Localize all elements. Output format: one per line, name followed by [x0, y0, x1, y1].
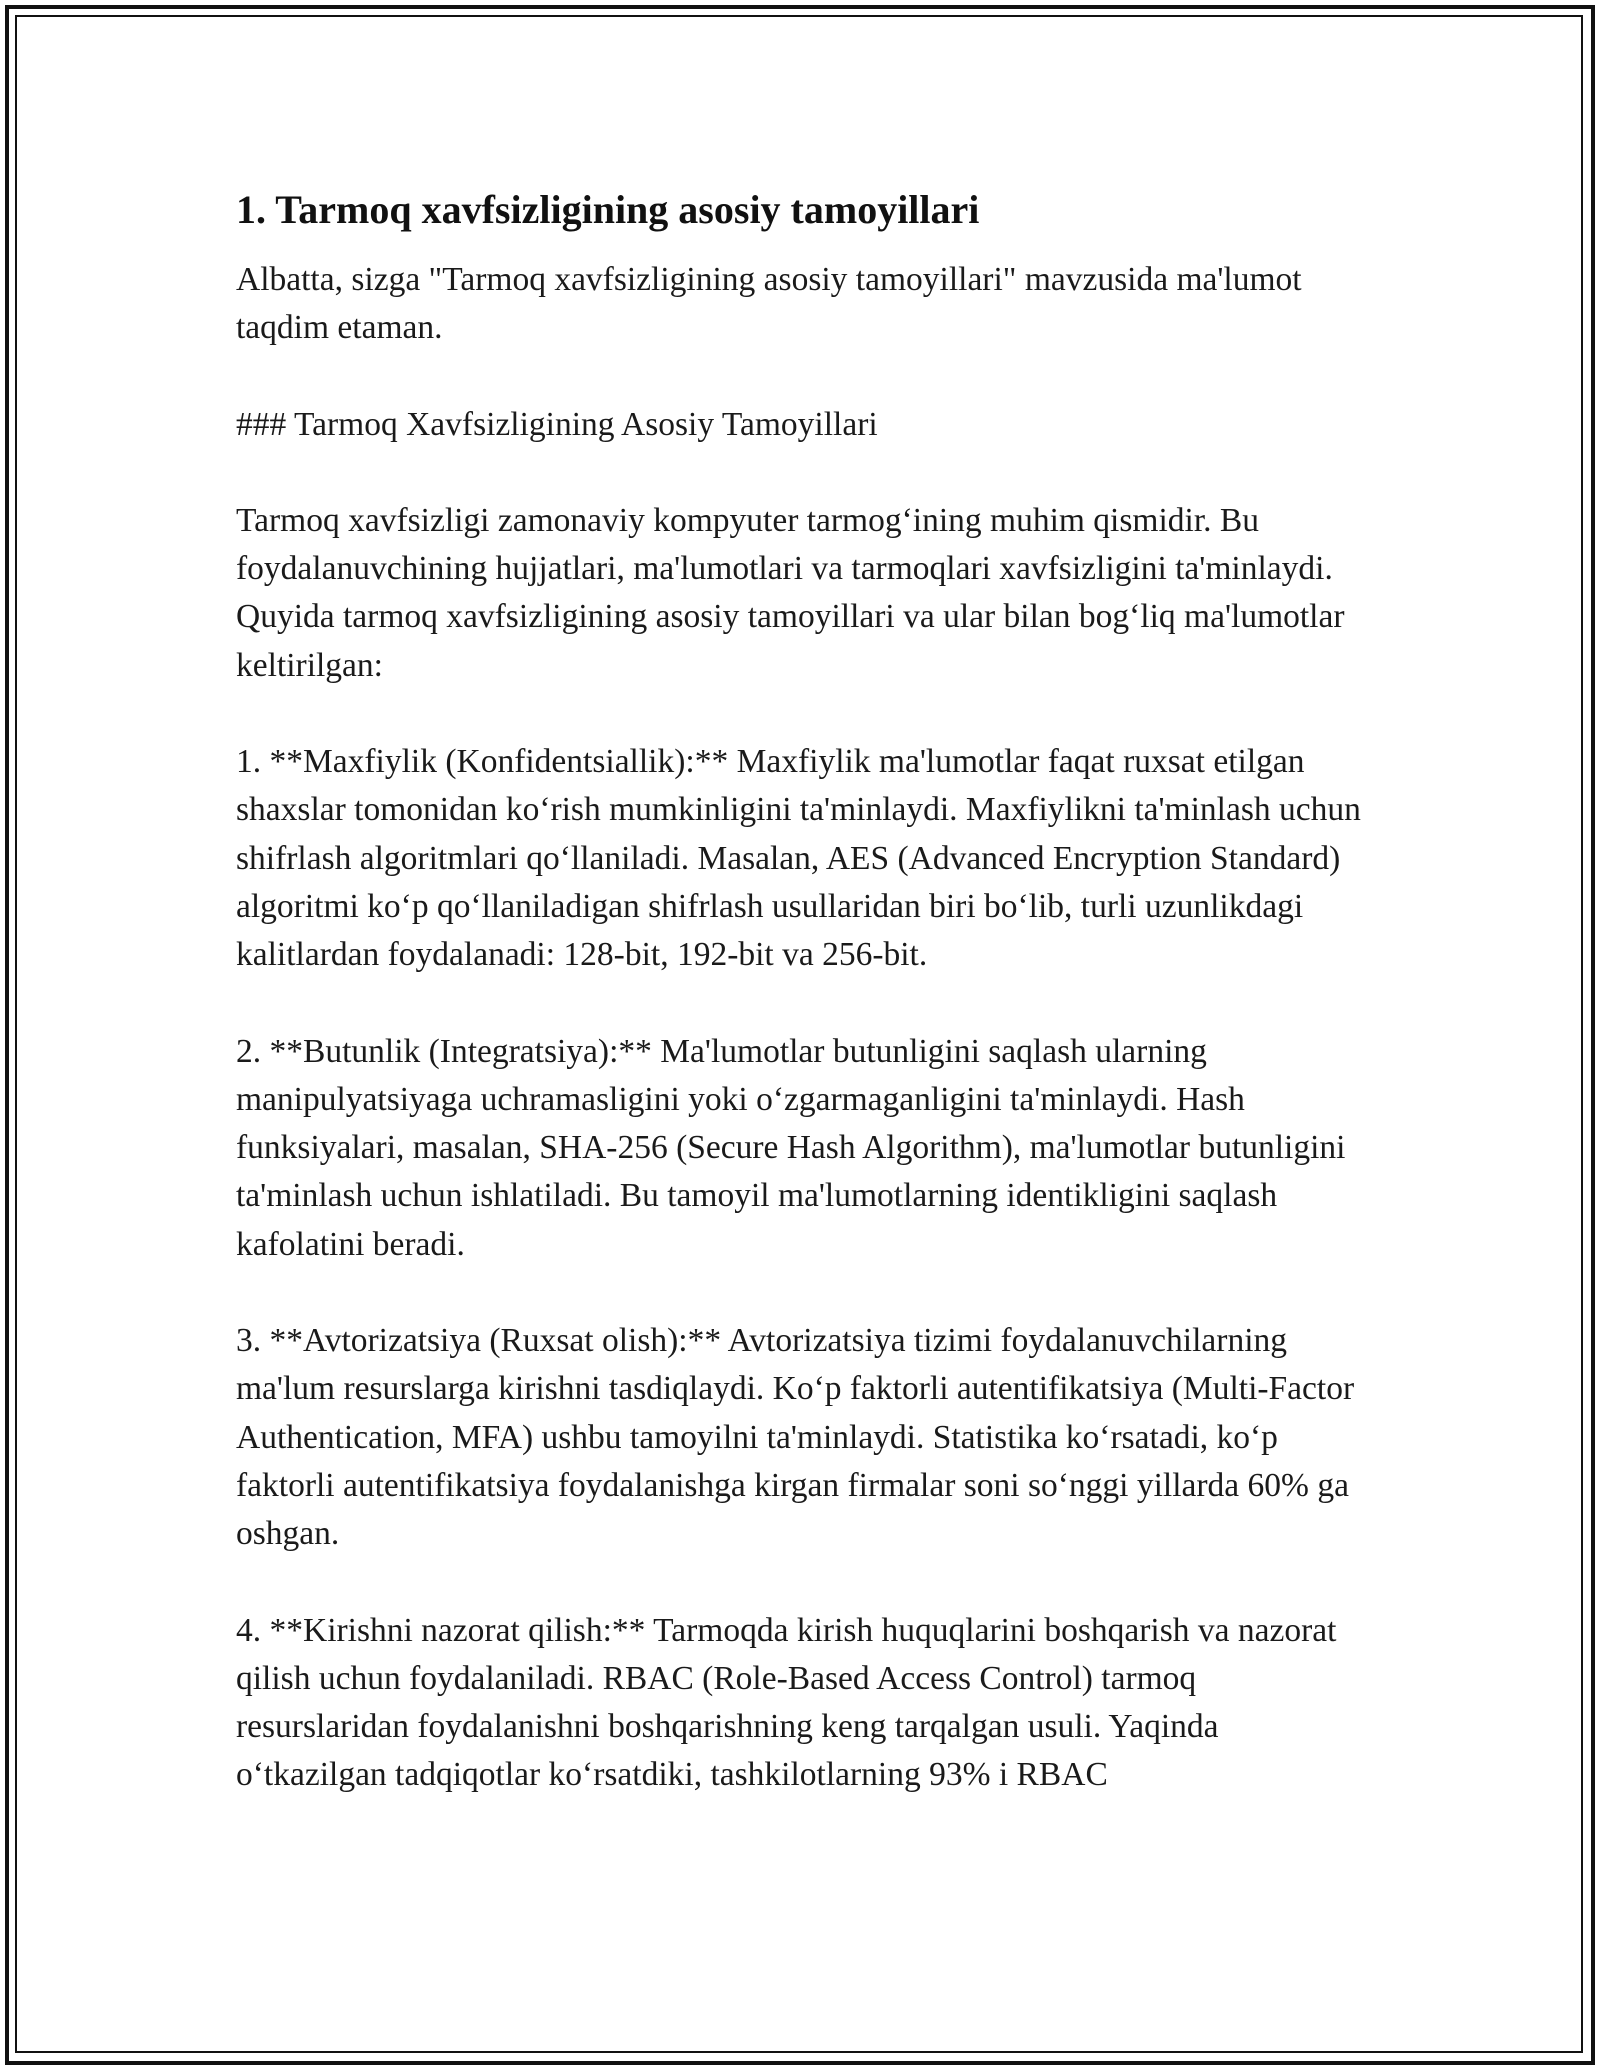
list-item-access-control: 4. **Kirishni nazorat qilish:** Tarmoqda kirish huquqlarini boshqarish va nazorat qilish uchun foydalaniladi. RBAC (Role-Based Access Control) tarmoq resurslaridan foydalanishni boshqarishning keng tarqalgan usuli. Yaqinda o‘tkazilgan tadqiqotlar ko‘rsatdiki, tashkilotlarning 93% i RBAC — [236, 1611, 1337, 1794]
list-item-authorization: 3. **Avtorizatsiya (Ruxsat olish):** Avtorizatsiya tizimi foydalanuvchilarning ma'lum resurslarga kirishni tasdiqlaydi. Ko‘p faktorli autentifikatsiya (Multi-Factor Authentication, MFA) ushbu tamoyilni ta'minlaydi. Statistika ko‘rsatadi, ko‘p faktorli autentifikatsiya foydalanishga kirgan firmalar soni so‘nggi yillarda 60% ga oshgan. — [236, 1322, 1355, 1553]
overview-paragraph: Tarmoq xavfsizligi zamonaviy kompyuter tarmog‘ining muhim qismidir. Bu foydalanuvchining hujjatlari, ma'lumotlari va tarmoqlari xavfsizligini ta'minlaydi. Quyida tarmoq xavfsizligining asosiy tamoyillari va ular bilan bog‘liq ma'lumotlar keltirilgan: — [236, 501, 1345, 684]
document-title: 1. Tarmoq xavfsizligining asosiy tamoyillari — [236, 187, 980, 232]
list-item-confidentiality: 1. **Maxfiylik (Konfidentsiallik):** Maxfiylik ma'lumotlar faqat ruxsat etilgan shaxslar tomonidan ko‘rish mumkinligini ta'minlaydi. Maxfiylikni ta'minlash uchun shifrlash algoritmlari qo‘llaniladi. Masalan, AES (Advanced Encryption Standard) algoritmi ko‘p qo‘llaniladigan shifrlash usullaridan biri bo‘lib, turli uzunlikdagi kalitlardan foydalanadi: 128-bit, 192-bit va 256-bit. — [236, 743, 1361, 974]
document-body — [236, 186, 1366, 1800]
list-item-integrity: 2. **Butunlik (Integratsiya):** Ma'lumotlar butunligini saqlash ularning manipulyatsiyaga uchramasligini yoki o‘zgarmaganligini ta'minlaydi. Hash funksiyalari, masalan, SHA-256 (Secure Hash Algorithm), ma'lumotlar butunligini ta'minlash uchun ishlatiladi. Bu tamoyil ma'lumotlarning identikligini saqlash kafolatini beradi. — [236, 1032, 1346, 1263]
subheading-paragraph: ### Tarmoq Xavfsizligining Asosiy Tamoyillari — [236, 405, 878, 443]
intro-paragraph: Albatta, sizga "Tarmoq xavfsizligining asosiy tamoyillari" mavzusida ma'lumot taqdim etaman. — [236, 261, 1302, 347]
